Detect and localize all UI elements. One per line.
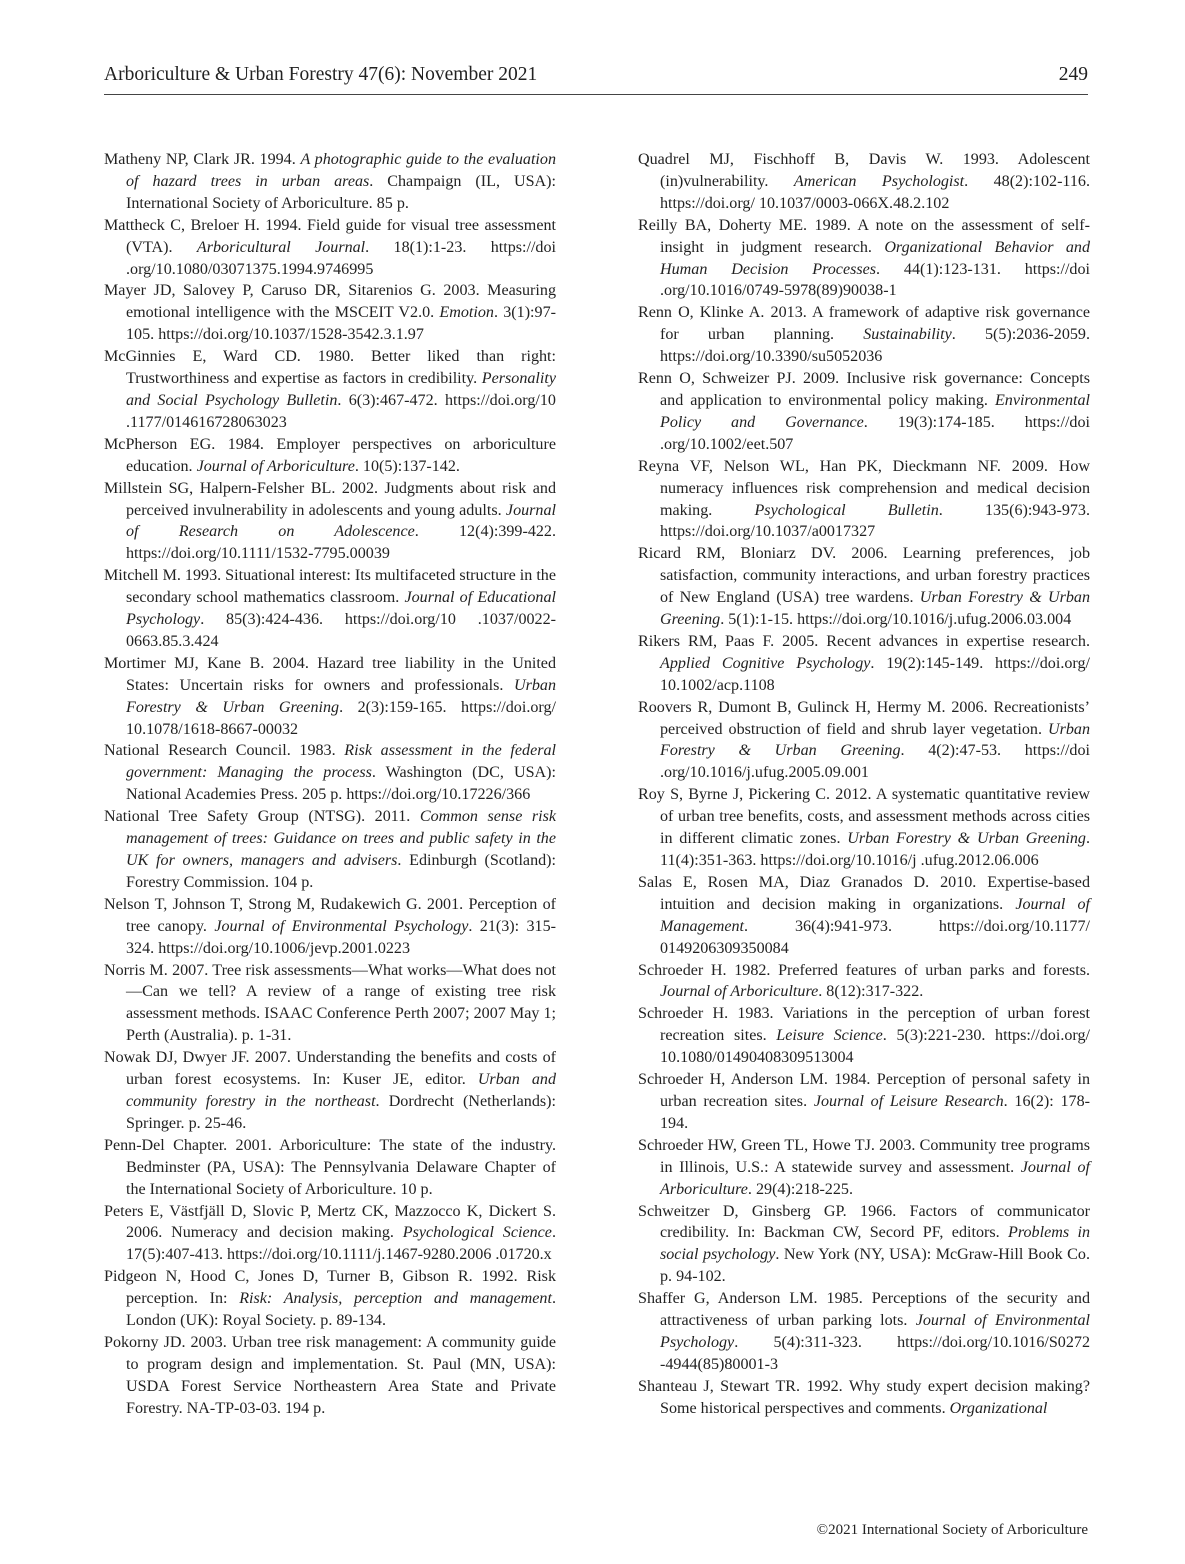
copyright-footer: ©2021 International Society of Arboriculture	[816, 1522, 1088, 1538]
reference-entry	[104, 1201, 556, 1267]
reference-details: . 135(6):943-973. https://doi.org/10.1037/a0017327	[660, 501, 1090, 541]
reference-source-title: Risk assessment in the federal government: Managing the process	[126, 742, 556, 782]
reference-entry	[104, 1135, 556, 1201]
reference-details: . 2(3):159-165. https://doi.org/ 10.1078/1618-8667-00032	[126, 698, 556, 738]
reference-entry	[104, 894, 556, 960]
reference-text: Renn O, Schweizer PJ. 2009. Inclusive risk governance: Concepts and application to environmental policy making.	[638, 370, 1090, 409]
reference-source-title: Risk: Analysis, perception and management	[239, 1290, 552, 1308]
reference-details: . 44(1):123-131. https://doi .org/10.1016/0749-5978(89)90038-1	[660, 260, 1090, 300]
reference-text: Mayer JD, Salovey P, Caruso DR, Sitarenios G. 2003. Measuring emotional intelligence with the MSCEIT V2.0.	[104, 282, 556, 322]
journal-title: Arboriculture & Urban Forestry 47(6): November 2021	[104, 64, 538, 85]
reference-text: Mortimer MJ, Kane B. 2004. Hazard tree liability in the United States: Uncertain risks for owners and professionals.	[104, 654, 556, 694]
reference-source-title: Journal of Arboriculture	[196, 457, 355, 475]
reference-details: . London (UK): Royal Society. p. 89-134.	[126, 1290, 556, 1330]
reference-source-title: Journal of Environmental Psychology	[214, 917, 469, 935]
reference-text: Shanteau J, Stewart TR. 1992. Why study expert decision making? Some historical perspectives and comments.	[638, 1377, 1090, 1417]
reference-source-title: Applied Cognitive Psychology	[660, 654, 871, 672]
reference-details: . Dordrecht (Netherlands): Springer. p. 25-46.	[126, 1092, 556, 1132]
reference-source-title: Common sense risk management of trees: Guidance on trees and public safety in the UK for owners, managers and advisers	[126, 808, 557, 869]
reference-entry	[638, 1135, 1090, 1201]
reference-details: . 17(5):407-413. https://doi.org/10.1111/j.1467-9280.2006 .01720.x	[126, 1224, 556, 1264]
reference-details: . 48(2):102-116. https://doi.org/ 10.1037/0003-066X.48.2.102	[660, 172, 1090, 212]
reference-entry	[104, 653, 556, 741]
reference-entry	[104, 149, 556, 215]
reference-text: Roy S, Byrne J, Pickering C. 2012. A systematic quantitative review of urban tree benefits, costs, and assessment methods across cities in different climatic zones.	[638, 786, 1090, 848]
reference-entry	[638, 149, 1090, 215]
reference-source-title: Organizational	[949, 1399, 1048, 1417]
reference-text: Mitchell M. 1993. Situational interest: Its multifaceted structure in the secondary school mathematics classroom.	[104, 567, 556, 607]
reference-column-right	[638, 149, 1090, 1420]
reference-details: . 29(4):218-225.	[747, 1180, 853, 1198]
reference-source-title: A photographic guide to the evaluation of hazard trees in urban areas	[126, 151, 556, 190]
reference-entry	[638, 697, 1090, 785]
reference-source-title: Personality and Social Psychology Bulletin	[126, 370, 556, 409]
reference-entry	[638, 1288, 1090, 1376]
reference-source-title: Arboricultural Journal	[196, 238, 366, 256]
reference-source-title: Urban and community forestry in the northeast	[126, 1071, 556, 1110]
reference-source-title: Journal of Educational Psychology	[126, 589, 556, 629]
reference-details: . 5(4):311-323. https://doi.org/10.1016/S0272 -4944(85)80001-3	[660, 1333, 1090, 1373]
reference-details: . Edinburgh (Scotland): Forestry Commission. 104 p.	[126, 852, 557, 891]
reference-source-title: Psychological Science	[402, 1224, 552, 1242]
reference-source-title: Problems in social psychology	[660, 1224, 1090, 1264]
reference-source-title: Journal of Research on Adolescence	[126, 501, 556, 541]
reference-source-title: Psychological Bulletin	[754, 501, 939, 519]
reference-text: National Research Council. 1983.	[104, 742, 345, 760]
reference-entry	[104, 806, 556, 894]
reference-entry	[104, 565, 556, 653]
reference-entry	[638, 368, 1090, 456]
reference-entry	[638, 872, 1090, 960]
reference-entry	[638, 631, 1090, 697]
reference-text: Pokorny JD. 2003. Urban tree risk management: A community guide to program design and implementation. St. Paul (MN, USA): USDA Forest Service Northeastern Area State and Private Forestry. NA-TP-03-03. 194 p.	[104, 1333, 556, 1417]
reference-source-title: Leisure Science	[776, 1027, 883, 1045]
reference-entry	[638, 1201, 1090, 1289]
reference-text: Reilly BA, Doherty ME. 1989. A note on the assessment of self-insight in judgment research.	[638, 216, 1090, 256]
page-number: 249	[1058, 64, 1088, 85]
reference-source-title: Journal of Management	[660, 895, 1091, 935]
reference-details: . 19(2):145-149. https://doi.org/ 10.1002/acp.1108	[660, 654, 1090, 694]
reference-entry	[104, 434, 556, 478]
reference-entry	[638, 215, 1090, 303]
reference-source-title: Organizational Behavior and Human Decision Processes	[660, 238, 1090, 278]
reference-entry	[104, 1047, 556, 1135]
reference-details: . 11(4):351-363. https://doi.org/10.1016/j .ufug.2012.06.006	[660, 830, 1090, 869]
reference-text: Ricard RM, Bloniarz DV. 2006. Learning preferences, job satisfaction, community interactions, and urban forestry practices of New England (USA) tree wardens.	[638, 545, 1090, 607]
reference-details: . 5(5):2036-2059. https://doi.org/10.3390/su5052036	[660, 326, 1090, 366]
reference-source-title: Urban Forestry & Urban Greening	[660, 589, 1091, 629]
reference-entry	[104, 215, 556, 281]
reference-text: Salas E, Rosen MA, Diaz Granados D. 2010. Expertise-based intuition and decision making in organizations.	[638, 873, 1090, 913]
reference-text: Peters E, Västfjäll D, Slovic P, Mertz CK, Mazzocco K, Dickert S. 2006. Numeracy and decision making.	[104, 1202, 556, 1242]
reference-details: . 18(1):1-23. https://doi .org/10.1080/03071375.1994.9746995	[126, 238, 556, 278]
reference-source-title: Urban Forestry & Urban Greening	[126, 676, 556, 716]
reference-details: . 19(3):174-185. https://doi .org/10.1002/eet.507	[660, 413, 1090, 453]
reference-source-title: Journal of Arboriculture	[660, 1158, 1091, 1198]
reference-entry	[104, 1332, 556, 1420]
reference-text: Norris M. 2007. Tree risk assessments—What works—What does not—Can we tell? A review of a range of existing tree risk assessment methods. ISAAC Conference Perth 2007; 2007 May 1; Perth (Australia). p. 1-31.	[104, 961, 556, 1045]
reference-entry	[638, 456, 1090, 544]
reference-text: Nelson T, Johnson T, Strong M, Rudakewich G. 2001. Perception of tree canopy.	[104, 895, 556, 935]
reference-details: . Champaign (IL, USA): International Society of Arboriculture. 85 p.	[126, 172, 556, 212]
reference-text: National Tree Safety Group (NTSG). 2011.	[104, 808, 420, 826]
reference-details: . 4(2):47-53. https://doi .org/10.1016/j.ufug.2005.09.001	[660, 742, 1090, 782]
reference-source-title: Sustainability	[863, 326, 952, 344]
reference-text: Roovers R, Dumont B, Gulinck H, Hermy M. 2006. Recreationists’ perceived obstruction of field and shrub layer vegetation.	[638, 698, 1090, 738]
reference-source-title: American Psychologist	[793, 172, 965, 190]
reference-entry	[104, 960, 556, 1048]
reference-entry	[104, 346, 556, 434]
reference-entry	[104, 478, 556, 566]
reference-details: . New York (NY, USA): McGraw-Hill Book Co. p. 94-102.	[660, 1246, 1090, 1286]
reference-entry	[638, 960, 1090, 1004]
reference-source-title: Urban Forestry & Urban Greening	[847, 830, 1086, 848]
reference-source-title: Urban Forestry & Urban Greening	[660, 720, 1090, 760]
reference-entry	[638, 543, 1090, 631]
reference-details: . 3(1):97-105. https://doi.org/10.1037/1528-3542.3.1.97	[126, 304, 556, 344]
reference-text: Schroeder H. 1983. Variations in the perception of urban forest recreation sites.	[638, 1005, 1090, 1045]
reference-details: . 36(4):941-973. https://doi.org/10.1177/ 0149206309350084	[660, 917, 1090, 957]
reference-text: Pidgeon N, Hood C, Jones D, Turner B, Gibson R. 1992. Risk perception. In:	[104, 1268, 556, 1308]
reference-entry	[104, 740, 556, 806]
reference-source-title: Emotion	[439, 304, 494, 322]
reference-details: . Washington (DC, USA): National Academies Press. 205 p. https://doi.org/10.17226/366	[126, 764, 556, 804]
reference-details: . 5(3):221-230. https://doi.org/ 10.1080/01490408309513004	[660, 1027, 1090, 1067]
reference-entry	[638, 302, 1090, 368]
reference-entry	[104, 280, 556, 346]
reference-details: . 6(3):467-472. https://doi.org/10 .1177/014616728063023	[126, 391, 556, 431]
reference-entry	[104, 1266, 556, 1332]
reference-entry	[638, 1003, 1090, 1069]
reference-source-title: Journal of Leisure Research	[813, 1092, 1004, 1110]
reference-text: Schroeder H, Anderson LM. 1984. Perception of personal safety in urban recreation sites.	[638, 1071, 1090, 1110]
reference-entry	[638, 784, 1090, 872]
reference-details: . 16(2): 178-194.	[660, 1092, 1091, 1132]
reference-text: Quadrel MJ, Fischhoff B, Davis W. 1993. Adolescent (in)vulnerability.	[638, 151, 1090, 190]
reference-text: Mattheck C, Breloer H. 1994. Field guide for visual tree assessment (VTA).	[104, 216, 556, 256]
reference-text: Rikers RM, Paas F. 2005. Recent advances in expertise research.	[638, 632, 1090, 650]
reference-details: . 8(12):317-322.	[818, 983, 924, 1001]
reference-text: Schroeder HW, Green TL, Howe TJ. 2003. Community tree programs in Illinois, U.S.: A statewide survey and assessment.	[638, 1136, 1090, 1176]
reference-text: Renn O, Klinke A. 2013. A framework of adaptive risk governance for urban planning.	[638, 304, 1090, 344]
reference-entry	[638, 1069, 1090, 1135]
reference-text: McPherson EG. 1984. Employer perspectives on arboriculture education.	[104, 435, 556, 475]
reference-text: Reyna VF, Nelson WL, Han PK, Dieckmann NF. 2009. How numeracy influences risk comprehension and medical decision making.	[638, 457, 1090, 519]
running-header	[104, 64, 1088, 95]
reference-details: . 21(3): 315-324. https://doi.org/10.1006/jevp.2001.0223	[126, 917, 556, 957]
reference-details: . 10(5):137-142.	[354, 457, 460, 475]
reference-text: Millstein SG, Halpern-Felsher BL. 2002. Judgments about risk and perceived invulnerability in adolescents and young adults.	[104, 479, 556, 519]
reference-text: Shaffer G, Anderson LM. 1985. Perceptions of the security and attractiveness of urban parking lots.	[638, 1290, 1090, 1330]
reference-text: Penn-Del Chapter. 2001. Arboriculture: The state of the industry. Bedminster (PA, USA): The Pennsylvania Delaware Chapter of the International Society of Arboriculture. 10 p.	[104, 1136, 556, 1198]
reference-text: McGinnies E, Ward CD. 1980. Better liked than right: Trustworthiness and expertise as factors in credibility.	[104, 348, 556, 388]
reference-text: Schweitzer D, Ginsberg GP. 1966. Factors of communicator credibility. In: Backman CW, Secord PF, editors.	[638, 1202, 1090, 1242]
reference-source-title: Environmental Policy and Governance	[660, 391, 1090, 431]
reference-entry	[638, 1376, 1090, 1420]
reference-text: Schroeder H. 1982. Preferred features of urban parks and forests.	[638, 961, 1090, 979]
reference-source-title: Journal of Arboriculture	[660, 983, 819, 1001]
reference-text: Nowak DJ, Dwyer JF. 2007. Understanding the benefits and costs of urban forest ecosystems. In: Kuser JE, editor.	[104, 1049, 556, 1089]
reference-details: . 85(3):424-436. https://doi.org/10 .1037/0022-0663.85.3.424	[126, 611, 556, 650]
reference-text: Matheny NP, Clark JR. 1994.	[104, 151, 301, 168]
reference-column-left	[104, 149, 556, 1420]
reference-details: . 5(1):1-15. https://doi.org/10.1016/j.ufug.2006.03.004	[720, 611, 1072, 629]
reference-source-title: Journal of Environmental Psychology	[660, 1312, 1090, 1351]
reference-details: . 12(4):399-422. https://doi.org/10.1111/1532-7795.00039	[126, 523, 556, 563]
